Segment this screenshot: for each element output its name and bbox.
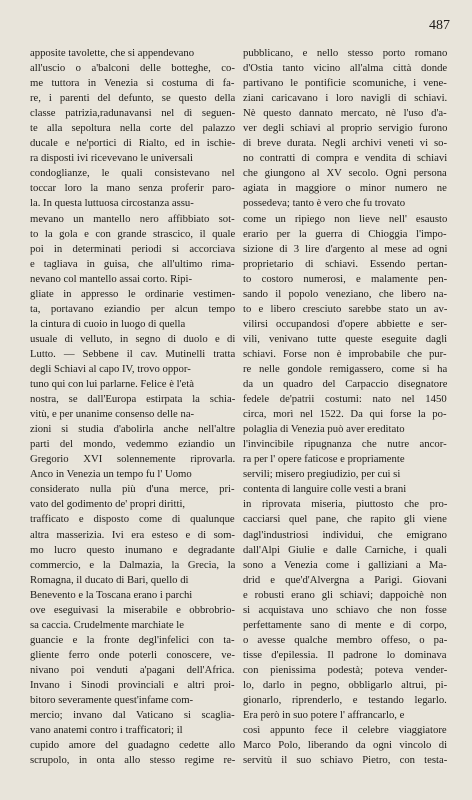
text-line: altra masserizia. Ivi era esteso e di som- xyxy=(30,528,235,541)
text-line: condoglianze, le quali consistevano nel xyxy=(30,167,235,180)
left-text-column xyxy=(30,46,235,768)
text-line: lo, darlo in pegno, obbligarlo altrui, pi- xyxy=(243,678,447,691)
text-line: sando il popolo veneziano, che libero na- xyxy=(243,287,447,300)
text-line: Benevento e la Toscana erano i parchi xyxy=(30,588,193,601)
text-line: nevano col mantello assai corto. Ripi- xyxy=(30,272,193,285)
text-line: apposite tavolette, che si appendevano xyxy=(30,47,195,59)
text-line: o avesse qualche membro offeso, o pa- xyxy=(243,633,447,646)
text-line: Romagna, il ducato di Bari, quello di xyxy=(30,573,189,586)
text-line: poi in determinati periodi si accorciava xyxy=(30,242,235,255)
text-line: con pienissima podestà; poteva vender- xyxy=(243,663,447,676)
text-line: classe patrizia,radunavansi nel dì seguen- xyxy=(30,107,235,120)
text-line: mercio; invano dal Vaticano si scaglia- xyxy=(30,709,235,722)
text-line: gliate in appresso le ordinarie vestimen- xyxy=(30,287,235,300)
text-line: usuale di velluto, in segno di duolo e di xyxy=(30,332,235,345)
page-number: 487 xyxy=(429,18,450,33)
text-line: perfettamente sano di mente e di corpo, xyxy=(243,618,447,631)
text-line: che giungono al XV secolo. Ogni persona xyxy=(243,167,447,180)
text-line: Marco Polo, liberando da ogni vincolo di xyxy=(243,739,447,752)
text-line: schiavi. Forse non è improbabile che pur- xyxy=(243,347,447,360)
text-line: vato del godimento de' propri diritti, xyxy=(30,498,186,511)
text-line: all'uscio o a'balconi delle botteghe, co- xyxy=(30,62,235,75)
text-line: parti del mondo, vedemmo eziandio un xyxy=(30,438,235,451)
text-line: Anco in Venezia un tempo fu l' Uomo xyxy=(30,468,192,481)
text-line: contenta di languire colle vesti a brani xyxy=(243,483,407,496)
text-line: Era però in suo potere l' affrancarlo, e xyxy=(243,709,405,722)
text-line: Nè questo dannato mercato, nè l'uso d'a- xyxy=(243,107,447,120)
text-line: re nelle gondole remigassero, come si ha xyxy=(243,362,447,375)
text-line: polaglia di Venezia può aver ereditato xyxy=(243,423,405,436)
text-line: la. In questa luttuosa circostanza assu- xyxy=(30,197,194,210)
text-line: d'Ostia tanto vicino all'alma città donde xyxy=(243,62,447,75)
text-line: sizione di 3 lire d'argento al mese ad ogni xyxy=(243,242,447,255)
text-line: Lutto. — Sebbene il cav. Mutinelli tratta xyxy=(30,347,235,360)
text-line: sono a Venezia come i galliziani a Ma- xyxy=(243,558,447,571)
text-line: mevano un mantello nero affibbiato sot- xyxy=(30,212,235,225)
text-line: dagl'industriosi individui, che emigrano xyxy=(243,528,447,541)
text-line: ra disposti ivi ricevevano le universali xyxy=(30,152,193,165)
text-line: nostra, se dall'Europa estirpata la schia- xyxy=(30,393,235,406)
text-line: trafficato e disposto come di qualunque xyxy=(30,513,235,526)
text-line: to costoro numerosi, e malamente pen- xyxy=(243,272,447,285)
text-line: Invano i Sinodi provinciali e altri proi- xyxy=(30,678,235,691)
text-line: drid e que'd'Alvergna a Parigi. Giovani xyxy=(243,573,447,586)
text-line: dall'Alpi Giulie e dalle Carniche, i quali xyxy=(243,543,447,556)
text-line: considerato nulla più d'una merce, pri- xyxy=(30,483,235,496)
text-line: proprietario di schiavi. Essendo pertan- xyxy=(243,257,447,270)
text-line: vilirsi occupandosi d'opere abbiette e ser- xyxy=(243,317,447,330)
text-line: possedeva; tanto è vero che fu trovato xyxy=(243,197,406,210)
text-line: me tuttora in Venezia si costuma di fa- xyxy=(30,77,235,90)
text-line: bitoro severamente quest'infame com- xyxy=(30,694,194,707)
text-line: vili, venivano tutte queste eseguite dagli xyxy=(243,332,447,345)
text-line: scrupolo, in onta allo stesso regime re- xyxy=(30,754,235,767)
text-line: zioni si studia d'abolirla anche nell'altre xyxy=(30,423,235,436)
text-line: sa caccia. Crudelmente marchiate le xyxy=(30,618,184,631)
text-line: si acquistava uno schiavo che non fosse xyxy=(243,603,447,616)
text-line: to e libero cresciuto sarebbe stato un av- xyxy=(243,302,447,315)
text-line: e tagliava in guisa, che all'ultimo rima- xyxy=(30,257,235,270)
text-line: come un ripiego non lieve nell' esausto xyxy=(243,212,447,225)
text-line: te alla sepoltura nella corte del palazzo xyxy=(30,122,235,135)
text-line: no contratti di compra e vendita di schiavi xyxy=(243,152,447,165)
text-line: l'invincibile ripugnanza che nutre ancor- xyxy=(243,438,447,451)
text-line: tuno qui con lui parlarne. Felice è l'età xyxy=(30,378,194,391)
text-line: gliente ferro onde poterli conoscere, ve- xyxy=(30,648,235,661)
text-line: circa, morì nel 1522. Da qui forse la po- xyxy=(243,408,447,421)
text-line: guancie e la fronte degl'infelici con ta- xyxy=(30,633,235,646)
text-line: ver degli schiavi al proprio servigio furono xyxy=(243,122,447,135)
text-line: ra per l' opere faticose e propriamente xyxy=(243,453,405,466)
text-line: toccar loro la mano senza proferir paro- xyxy=(30,182,235,195)
text-line: così appunto fece il celebre viaggiatore xyxy=(243,724,447,737)
text-line: erario per la guerra di Chioggia l'impo- xyxy=(243,227,447,240)
text-line: degli Schiavi al capo IV, trovo oppor- xyxy=(30,362,191,375)
text-line: ziani caricavano i loro navigli di schiavi. xyxy=(243,92,447,105)
text-line: nivano poi venduti a'pagani dell'Africa. xyxy=(30,663,235,676)
text-line: in riprovata miseria, piuttosto che pro- xyxy=(243,498,447,511)
text-line: Gregorio XVI solennemente riprovarla. xyxy=(30,453,235,466)
text-line: cupido amore del guadagno cedette allo xyxy=(30,739,235,752)
text-line: servili; misero pregiudizio, per cui si xyxy=(243,468,401,481)
text-line: da un quadro del Carpaccio disegnatore xyxy=(243,378,447,391)
text-line: di breve durata. Negli archivi veneti vi so- xyxy=(243,137,447,150)
text-line: to la gola e con grande strascico, il quale xyxy=(30,227,235,240)
text-line: la cintura di cuoio in luogo di quella xyxy=(30,317,186,330)
text-line: gionarlo, riprenderlo, e testando legarlo. xyxy=(243,694,447,707)
text-line: mo lucro questo inumano e degradante xyxy=(30,543,235,556)
text-line: cacciarsi quel pane, che rapito gli viene xyxy=(243,513,447,526)
text-line: commercio, e la Dalmazia, la Grecia, la xyxy=(30,558,235,571)
text-line: pubblicano, e nello stesso porto romano xyxy=(243,47,447,59)
text-line: agiata in maggiore o minor numero ne xyxy=(243,182,447,195)
text-line: re, i parenti del defunto, se questo della xyxy=(30,92,235,105)
text-line: vano anatemi contro i trafficatori; il xyxy=(30,724,183,737)
text-line: ove eseguivasi la miserabile e obbrobrio- xyxy=(30,603,235,616)
text-line: fedele de'patrii costumi: nato nel 1450 xyxy=(243,393,447,406)
text-line: vitù, e per unanime consenso delle na- xyxy=(30,408,195,421)
text-line: ta, portavano eziandio per alcun tempo xyxy=(30,302,235,315)
text-line: e robusti erano gli schiavi; dappoichè non xyxy=(243,588,447,601)
text-line: partivano le pontificie scomuniche, i vene- xyxy=(243,77,447,90)
right-text-column xyxy=(243,46,447,768)
text-line: servitù il suo schiavo Pietro, con testa- xyxy=(243,754,447,767)
text-line: ducale e ne'portici di Rialto, ed in ischie- xyxy=(30,137,235,150)
text-line: tisse d'epilessia. Il padrone lo dominava xyxy=(243,648,447,661)
